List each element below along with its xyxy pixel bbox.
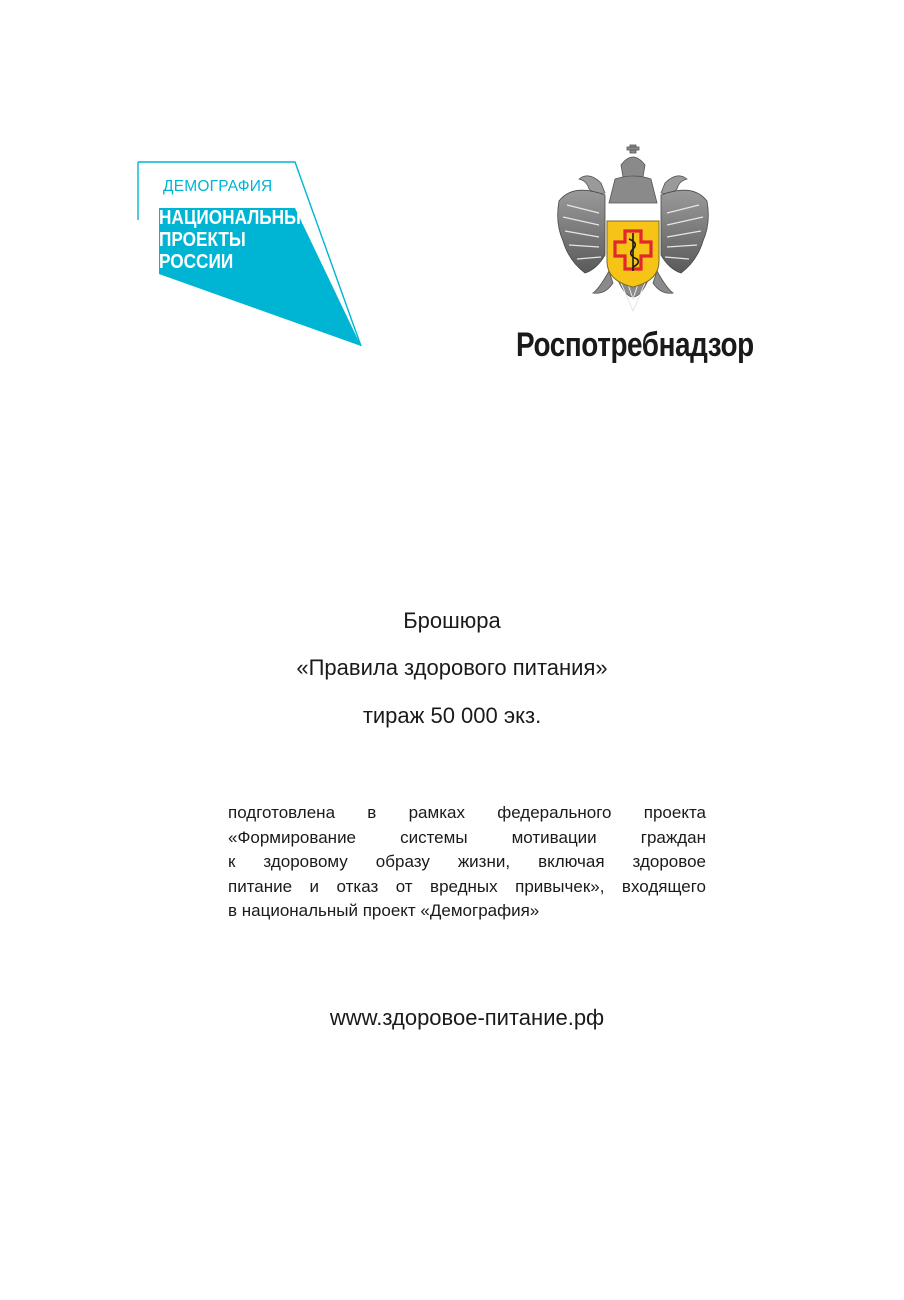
description-line-4: питание и отказ от вредных привычек», входящего (228, 876, 706, 896)
national-projects-line-2: ПРОЕКТЫ (159, 229, 246, 251)
description-line-2: «Формирование системы мотивации граждан (228, 827, 706, 847)
double-headed-eagle-icon (553, 143, 713, 321)
rospotrebnadzor-emblem (553, 143, 713, 321)
description-paragraph (228, 801, 706, 924)
national-projects-logo (137, 160, 367, 350)
rospotrebnadzor-name: Роспотребнадзор (516, 326, 754, 364)
description-line-5: в национальный проект «Демография» (228, 901, 540, 920)
description-line-3: к здоровому образу жизни, включая здоровое (228, 852, 706, 871)
brochure-tirage: тираж 50 000 экз. (362, 703, 542, 728)
brochure-label: Брошюра (403, 608, 501, 633)
website-link[interactable]: www.здоровое-питание.рф (329, 1005, 605, 1030)
description-line-1: подготовлена в рамках федерального проекта (228, 803, 706, 822)
national-projects-line-3: РОССИИ (159, 251, 234, 273)
national-projects-title (159, 207, 313, 273)
national-projects-line-1: НАЦИОНАЛЬНЫЕ (159, 207, 313, 229)
brochure-title: «Правила здорового питания» (296, 655, 608, 680)
national-projects-demografia-label: ДЕМОГРАФИЯ (163, 178, 273, 195)
